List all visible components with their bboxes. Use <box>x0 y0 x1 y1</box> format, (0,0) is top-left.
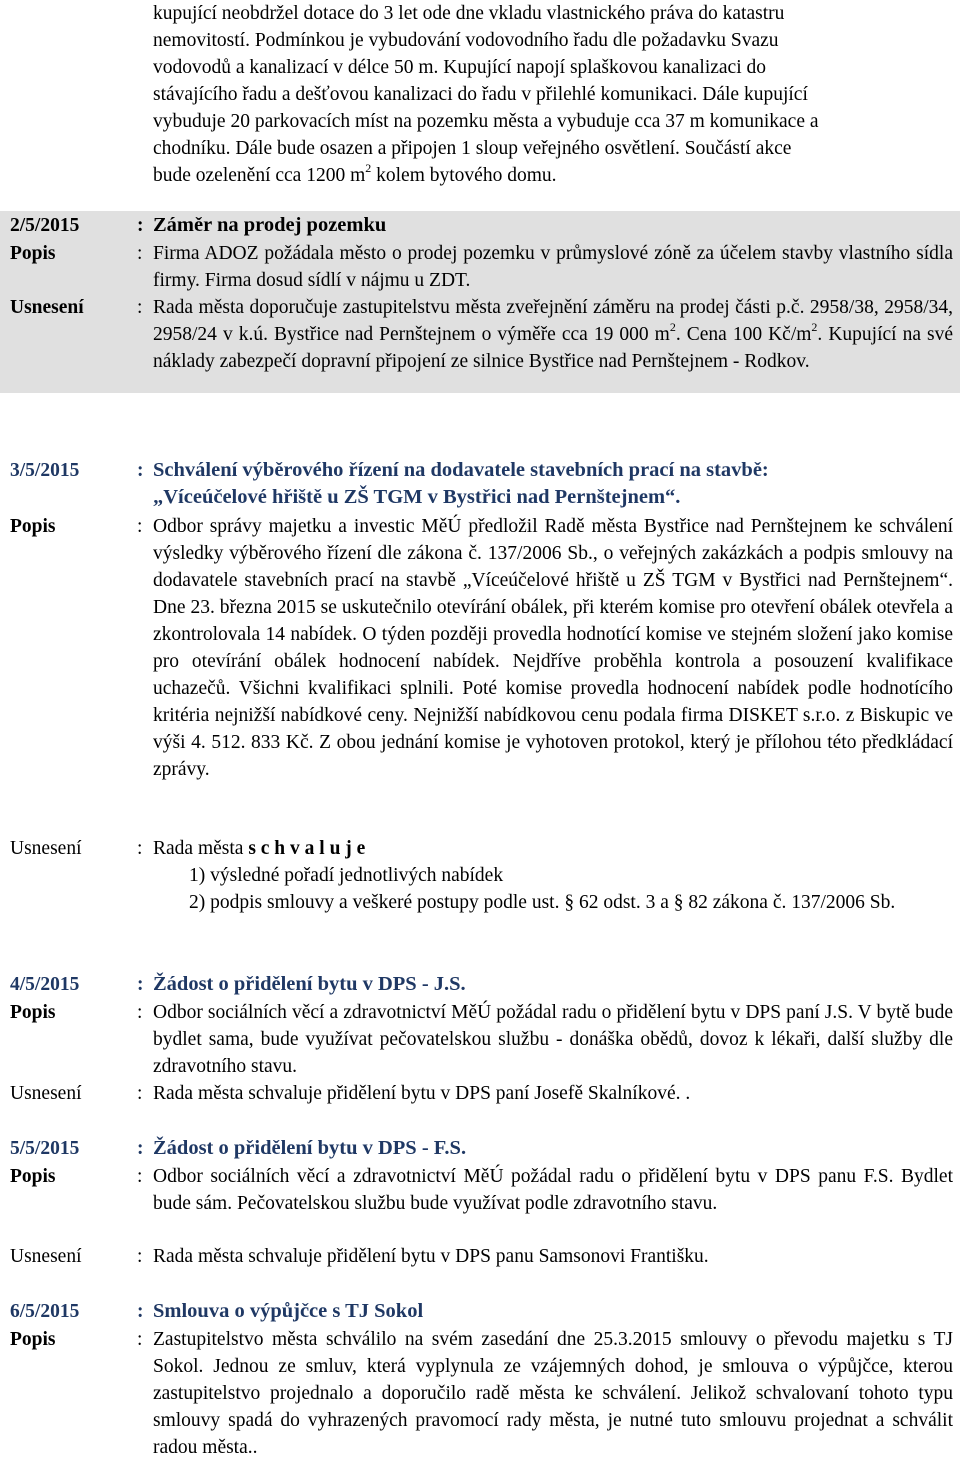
colon: : <box>137 215 144 236</box>
intro-line: chodníku. Dále bude osazen a připojen 1 sloup veřejného osvětlení. Součástí akce <box>153 138 792 159</box>
colon: : <box>137 1002 143 1023</box>
usneseni-text: Rada města s c h v a l u j e 1) výsledné pořadí jednotlivých nabídek 2) podpis smlouvy a veškeré postupy podle ust. § 62 odst. 3 a § 82 zákona č. 137/2006 Sb. <box>153 835 953 916</box>
colon: : <box>137 1166 143 1187</box>
intro-paragraph <box>153 0 953 189</box>
item-title: Smlouva o výpůjčce s TJ Sokol <box>153 1300 424 1322</box>
intro-line: vybuduje 20 parkovacích míst na pozemku města a vybuduje cca 37 m komunikace a <box>153 111 819 132</box>
colon: : <box>137 1329 143 1350</box>
popis-text: Odbor sociálních věcí a zdravotnictví MěÚ požádal radu o přidělení bytu v DPS paní J.S. V bytě bude bydlet sama, bude využívat pečovatelskou službu - donáška obědů, dovoz k lékaři, další služby dle zdravotního stavu. <box>153 1002 953 1077</box>
intro-line: kupující neobdržel dotace do 3 let ode dne vkladu vlastnického práva do katastru <box>153 3 785 24</box>
intro-line: vodovodů a kanalizací v délce 50 m. Kupující napojí splaškovou kanalizaci do <box>153 57 766 78</box>
popis-label: Popis <box>10 243 56 264</box>
usneseni-label: Usnesení <box>10 838 82 859</box>
popis-label: Popis <box>10 1329 56 1350</box>
item-title: Schválení výběrového řízení na dodavatele stavebních prací na stavbě: „Víceúčelové hřiště u ZŠ TGM v Bystřici nad Pernštejnem“. <box>153 459 769 508</box>
colon: : <box>137 974 144 995</box>
intro-line: stávajícího řadu a dešťovou kanalizaci do řadu v přilehlé komunikaci. Dále kupující <box>153 84 808 105</box>
popis-text: Firma ADOZ požádala město o prodej pozemku v průmyslové zóně za účelem stavby vlastního sídla firmy. Firma dosud sídlí v nájmu u ZDT. <box>153 243 953 291</box>
item-title: Žádost o přidělení bytu v DPS - J.S. <box>153 973 466 995</box>
usneseni-label: Usnesení <box>10 1083 82 1104</box>
colon: : <box>137 1246 143 1267</box>
colon: : <box>137 516 143 537</box>
colon: : <box>137 1301 144 1322</box>
popis-text: Zastupitelstvo města schválilo na svém zasedání dne 25.3.2015 smlouvy o převodu majetku s TJ Sokol. Jednou ze smluv, která vyplynula ze vzájemných dohod, je smlouva o výpůjčce, kterou zastupitelstvo projednalo a doporučilo radě města ke schválení. Jelikož schvalovaní tohoto typu smlouvy spadá do vyhrazených pravomocí rady města, je nutné tuto smlouvu projednat a schválit radou města.. <box>153 1329 953 1458</box>
item-number: 5/5/2015 <box>10 1138 80 1159</box>
popis-label: Popis <box>10 516 56 537</box>
intro-line: bude ozelenění cca 1200 $m^2$ kolem bytového domu. <box>153 160 557 186</box>
colon: : <box>137 838 143 859</box>
colon: : <box>137 243 143 264</box>
usneseni-label: Usnesení <box>10 1246 82 1267</box>
item-number: 6/5/2015 <box>10 1301 80 1322</box>
item-number: 2/5/2015 <box>10 215 80 236</box>
popis-text: Odbor správy majetku a investic MěÚ předložil Radě města Bystřice nad Pernštejnem ke schválení výsledky výběrového řízení dle zákona č. 137/2006 Sb., o veřejných zakázkách a podpis smlouvy na dodavatele stavebních prací na stavbě „Víceúčelové hřiště u ZŠ TGM v Bystřici nad Pernštejnem“. Dne 23. března 2015 se uskutečnilo otevírání obálek, při kterém komise pro otevření obálek otevřela a zkontrolovala 14 nabídek. O týden později provedla hodnotící komise ve stejném složení jako komise pro otevírání obálek hodnocení nabídek. Nejdříve proběhla kontrola a posouzení kvalifikace uchazečů. Všichni kvalifikaci splnili. Poté komise provedla hodnocení nabídek podle hodnotícího kritéria nejnižší nabídkové ceny. Nejnižší nabídkovou cenu podala firma DISKET s.r.o. z Biskupic ve výši 4. 512. 833 Kč. Z obou jednání komise je vyhotoven protokol, který je přílohou této předkládací zprávy. <box>153 516 953 780</box>
usneseni-list <box>153 862 953 916</box>
popis-text: Odbor sociálních věcí a zdravotnictví MěÚ požádal radu o přidělení bytu v DPS panu F.S. Bydlet bude sám. Pečovatelskou službu bude využívat podle zdravotního stavu. <box>153 1166 953 1214</box>
usneseni-text: Rada města schvaluje přidělení bytu v DPS panu Samsonovi Františku. <box>153 1246 709 1267</box>
item-title: Záměr na prodej pozemku <box>153 214 387 236</box>
item-number: 3/5/2015 <box>10 460 80 481</box>
colon: : <box>137 1083 143 1104</box>
item-title: Žádost o přidělení bytu v DPS - F.S. <box>153 1137 467 1159</box>
usneseni-text: Rada města schvaluje přidělení bytu v DPS paní Josefě Skalníkové. . <box>153 1083 691 1104</box>
popis-label: Popis <box>10 1002 56 1023</box>
intro-line: nemovitostí. Podmínkou je vybudování vodovodního řadu dle požadavku Svazu <box>153 30 779 51</box>
colon: : <box>137 297 143 318</box>
item-number: 4/5/2015 <box>10 974 80 995</box>
list-item: 1) výsledné pořadí jednotlivých nabídek <box>189 865 504 886</box>
popis-label: Popis <box>10 1166 56 1187</box>
usneseni-text: Rada města doporučuje zastupitelstvu města zveřejnění záměru na prodej části p.č. 2958/38, 2958/34, 2958/24 v k.ú. Bystřice nad Pernštejnem o výměře cca 19 000 $m^2$. Cena 100 $Kč/m^2$. Kupující na své náklady zabezpečí dopravní připojení ze silnice Bystřice nad Pernštejnem - Rodkov. <box>153 297 954 372</box>
usneseni-label: Usnesení <box>10 297 84 318</box>
colon: : <box>137 1138 144 1159</box>
colon: : <box>137 460 144 481</box>
list-item: 2) podpis smlouvy a veškeré postupy podle ust. § 62 odst. 3 a § 82 zákona č. 137/2006 Sb. <box>189 892 896 913</box>
